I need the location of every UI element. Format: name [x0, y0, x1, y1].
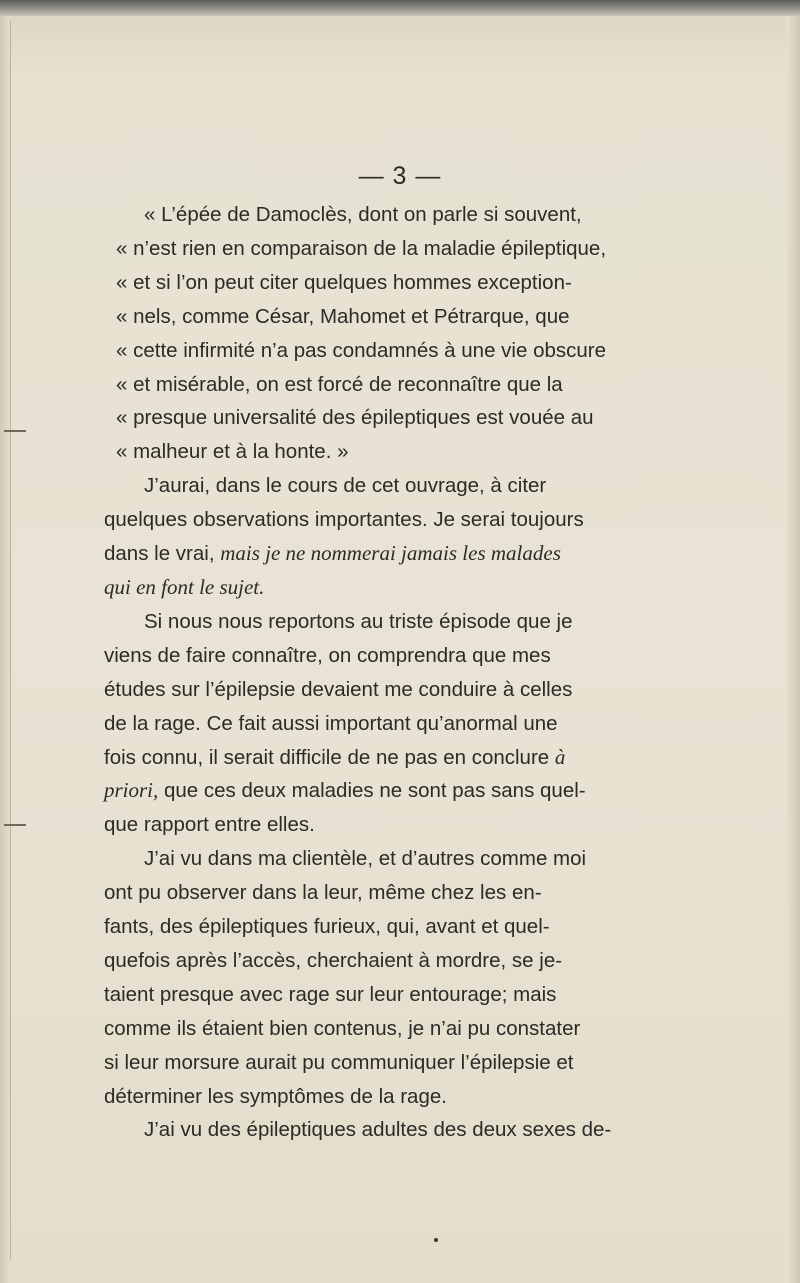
- text-line: « cette infirmité n’a pas condamnés à une vie obscure: [116, 338, 606, 362]
- text-line: si leur morsure aurait pu communiquer l’épilepsie et: [104, 1050, 574, 1074]
- page-number: — 3 —: [358, 162, 442, 190]
- page-top-edge: [0, 0, 800, 16]
- margin-mark: [4, 430, 26, 432]
- italic-phrase: mais je ne nommerai jamais les malades: [220, 541, 561, 566]
- text-line: « n’est rien en comparaison de la maladie épileptique,: [116, 236, 607, 260]
- text-line: priori, que ces deux maladies ne sont pas sans quel-: [104, 778, 586, 803]
- text-line: comme ils étaient bien contenus, je n’ai pu constater: [104, 1016, 581, 1040]
- page-gutter-shadow: [0, 16, 10, 1283]
- text-line: « presque universalité des épileptiques est vouée au: [116, 406, 594, 430]
- italic-phrase: priori,: [104, 778, 159, 803]
- margin-mark: [4, 824, 26, 826]
- text-line: qui en font le sujet.: [104, 574, 265, 599]
- text-line: ont pu observer dans la leur, même chez les en-: [104, 881, 542, 905]
- text-line: quelques observations importantes. Je serai toujours: [104, 508, 584, 532]
- text-line: dans le vrai, mais je ne nommerai jamais les malades: [104, 541, 561, 566]
- text-line: de la rage. Ce fait aussi important qu’anormal une: [104, 711, 558, 735]
- page-edge-shadow: [786, 16, 800, 1283]
- text-line: « nels, comme César, Mahomet et Pétrarque, que: [116, 304, 570, 328]
- text-line: J’ai vu des épileptiques adultes des deux sexes de-: [144, 1118, 612, 1142]
- text-line: viens de faire connaître, on comprendra que mes: [104, 643, 551, 667]
- text-line: déterminer les symptômes de la rage.: [104, 1084, 447, 1108]
- text-line: quefois après l’accès, cherchaient à mordre, se je-: [104, 948, 563, 972]
- page-fold-line: [10, 20, 11, 1260]
- text-line: « et si l’on peut citer quelques hommes exception-: [116, 270, 572, 294]
- text-line: « L’épée de Damoclès, dont on parle si souvent,: [144, 203, 582, 226]
- body-text: [104, 198, 644, 1147]
- text-line: « malheur et à la honte. »: [116, 440, 349, 464]
- text-line: J’ai vu dans ma clientèle, et d’autres comme moi: [144, 847, 587, 871]
- text-line: que rapport entre elles.: [104, 813, 315, 837]
- text-line: études sur l’épilepsie devaient me conduire à celles: [104, 677, 573, 701]
- text-line: « et misérable, on est forcé de reconnaître que la: [116, 372, 563, 396]
- text-line: Si nous nous reportons au triste épisode que je: [144, 609, 573, 633]
- ink-speck: [434, 1238, 438, 1242]
- text-line: fois connu, il serait difficile de ne pas en conclure à: [104, 744, 566, 769]
- text-line: taient presque avec rage sur leur entourage; mais: [104, 982, 557, 1006]
- text-line: fants, des épileptiques furieux, qui, avant et quel-: [104, 915, 550, 939]
- text-line: J’aurai, dans le cours de cet ouvrage, à citer: [144, 474, 547, 498]
- italic-phrase: à: [554, 744, 566, 769]
